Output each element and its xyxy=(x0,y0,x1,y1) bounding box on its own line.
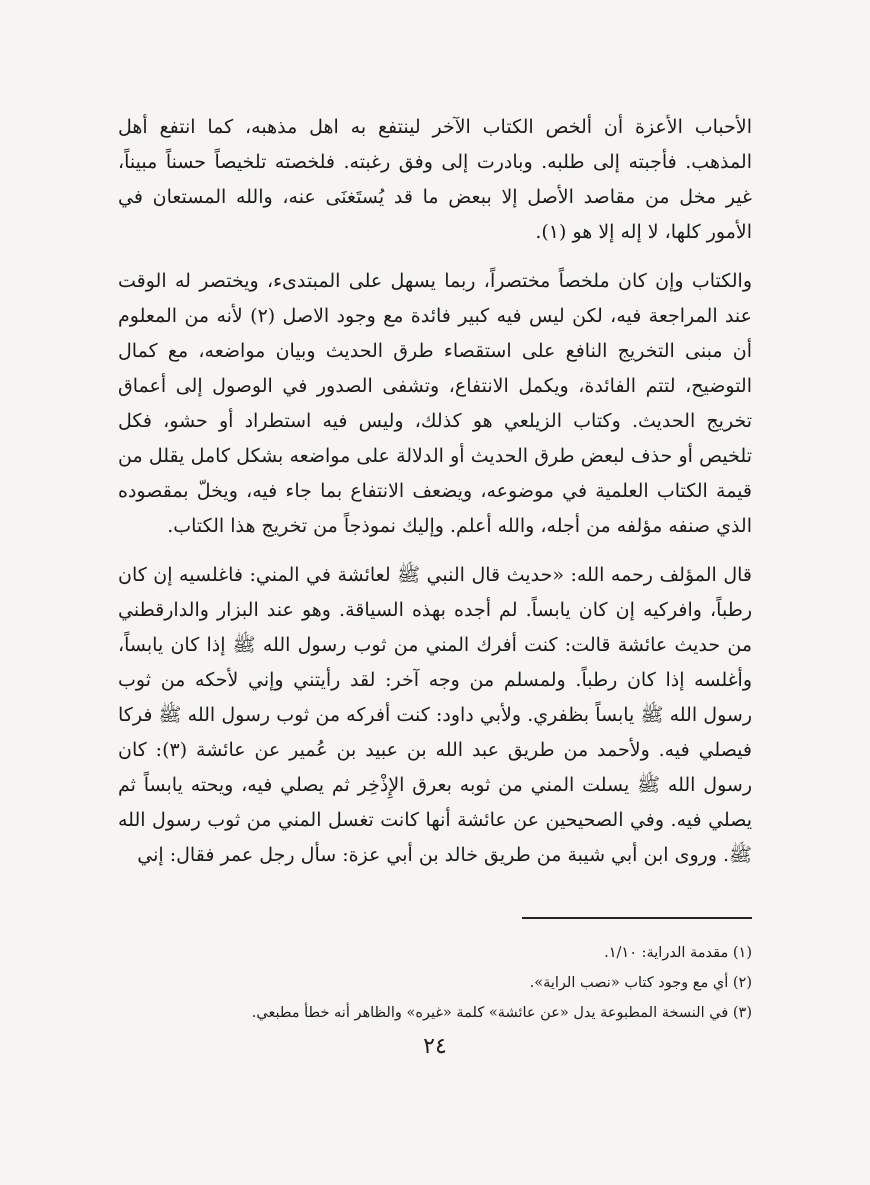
paragraph-1: الأحباب الأعزة أن ألخص الكتاب الآخر لينتفع به اهل مذهبه، كما انتفع أهل المذهب. فأجبته إلى طلبه. وبادرت إلى وفق رغبته. فلخصته تلخيصاً حسناً مبيناً، غير مخل من مقاصد الأصل إلا ببعض ما قد يُستَغنَى عنه، والله المستعان في الأمور كلها، لا إله إلا هو (١). xyxy=(118,116,752,243)
footnote-2: (٢) أي مع وجود كتاب «نصب الراية». xyxy=(529,975,752,991)
main-text xyxy=(118,110,752,873)
page-number: ٢٤ xyxy=(423,1034,447,1059)
footnotes xyxy=(118,938,752,1028)
paragraph-3: قال المؤلف رحمه الله: «حديث قال النبي ﷺ لعائشة في المني: فاغلسيه إن كان رطباً، وافركيه إن كان يابساً. لم أجده بهذه السياقة. وهو عند البزار والدارقطني من حديث عائشة قالت: كنت أفرك المني من ثوب رسول الله ﷺ إذا كان يابساً، وأغلسه إذا كان رطباً. ولمسلم من وجه آخر: لقد رأيتني وإني لأحكه من ثوب رسول الله ﷺ يابساً بظفري. ولأبي داود: كنت أفركه من ثوب رسول الله ﷺ فركا فيصلي فيه. ولأحمد من طريق عبد الله بن عبيد بن عُمير عن عائشة (٣): كان رسول الله ﷺ يسلت المني من ثوبه بعرق الإِذْخِر ثم يصلي فيه، ويحته يابساً ثم يصلي فيه. وفي الصحيحين عن عائشة أنها كانت تغسل المني من ثوب رسول الله ﷺ. وروى ابن أبي شيبة من طريق خالد بن أبي عزة: سأل رجل عمر فقال: إني xyxy=(118,564,752,866)
footnote-1: (١) مقدمة الدراية: ١/١٠. xyxy=(604,945,752,961)
footnote-separator xyxy=(522,917,752,919)
paragraph-2: والكتاب وإن كان ملخصاً مختصراً، ربما يسهل على المبتدىء، ويختصر له الوقت عند المراجعة فيه، لكن ليس فيه كبير فائدة مع وجود الاصل (٢) لأنه من المعلوم أن مبنى التخريج النافع على استقصاء طرق الحديث وبيان مواضعه، مع كمال التوضيح، لتتم الفائدة، ويكمل الانتفاع، وتشفى الصدور في الوصول إلى أعماق تخريج الحديث. وكتاب الزيلعي هو كذلك، وليس فيه استطراد أو حشو، فكل تلخيص أو حذف لبعض طرق الحديث أو الدلالة على مواضعه بشكل كامل يقلل من قيمة الكتاب العلمية في موضوعه، ويضعف الانتفاع بما جاء فيه، ويخلّ بمقصوده الذي صنفه مؤلفه من أجله، والله أعلم. وإليك نموذجاً من تخريج هذا الكتاب. xyxy=(118,270,753,537)
footnote-3: (٣) في النسخة المطبوعة يدل «عن عائشة» كلمة «غيره» والظاهر أنه خطأ مطبعي. xyxy=(251,1005,752,1021)
